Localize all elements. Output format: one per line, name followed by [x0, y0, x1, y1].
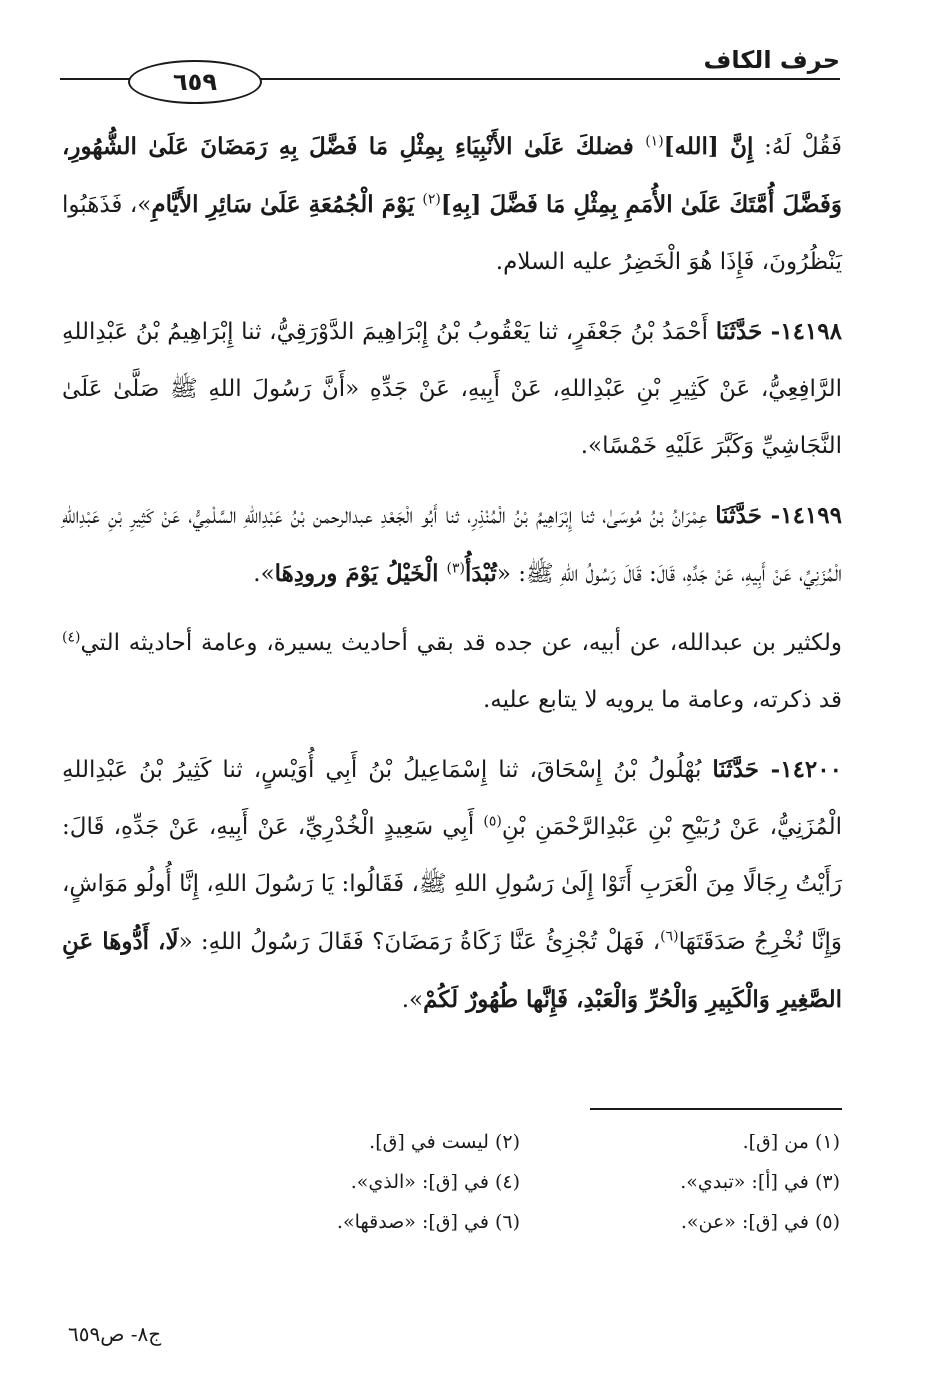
- footnote-text: ليست في [ق].: [369, 1131, 489, 1153]
- page-reference: ج٨- ص٦٥٩: [68, 1322, 162, 1346]
- footnote-number: (٦): [488, 1211, 520, 1233]
- footnote-marker: (٥): [483, 813, 502, 830]
- footnote-text: في [أ]: «تبدي».: [680, 1171, 809, 1193]
- footnote-marker: (٢): [422, 191, 441, 208]
- paragraph: [62, 741, 842, 1029]
- paragraph: [62, 615, 842, 729]
- text-segment: إِنَّ [الله]: [663, 133, 754, 160]
- paragraph: [62, 303, 842, 475]
- footnote-row: [200, 1122, 840, 1162]
- footnote-marker: (١): [645, 133, 664, 150]
- text-segment: الْخَيْلُ يَوْمَ ورودِهَا: [274, 560, 447, 587]
- footnote-number: (٣): [808, 1171, 840, 1193]
- footnote-number: (٥): [808, 1211, 840, 1233]
- text-segment: ، فَهَلْ تُجْزِئُ عَنَّا زَكَاةُ رَمَضَانَ؟ فَقَالَ رَسُولُ اللهِ: «: [178, 929, 661, 955]
- hadith-number: ١٤٢٠٠-: [759, 756, 842, 783]
- text-segment: فضلكَ عَلَىٰ الأَنْبِيَاءِ بِمِثْلِ مَا فَضَّلَ بِهِ رَمَضَانَ عَلَىٰ الشُّهُورِ، وَفَضَّلَ أُمَّتَكَ عَلَىٰ الأُمَمِ بِمِثْلِ مَا فَضَّلَ [بِهِ]: [62, 133, 843, 218]
- chapter-title: حرف الكاف: [703, 46, 840, 74]
- footnote-number: (١): [808, 1131, 840, 1153]
- footnote-marker: (٦): [660, 928, 679, 945]
- text-segment: حَدَّثَنَا: [715, 318, 763, 345]
- text-segment: ولكثير بن عبدالله، عن أبيه، عن جده قد بقي أحاديث يسيرة، وعامة أحاديثه التي: [80, 630, 842, 656]
- footnote-text: في [ق]: «الذي».: [350, 1171, 489, 1193]
- footnote: [200, 1122, 520, 1162]
- text-segment: تُبْدَأُ: [465, 560, 497, 587]
- text-segment: يَوْمَ الْجُمُعَةِ عَلَىٰ سَائِرِ الأَيَّامِ: [151, 191, 423, 218]
- footnote-marker: (٤): [62, 629, 81, 646]
- hadith-number: ١٤١٩٩-: [761, 502, 842, 529]
- footnote-row: [200, 1202, 840, 1242]
- text-segment: فَقُلْ لَهُ:: [753, 134, 842, 160]
- footnote-row: [200, 1162, 840, 1202]
- footnote: [520, 1162, 840, 1202]
- text-segment: ».: [253, 561, 275, 587]
- page-header: [60, 38, 840, 98]
- text-segment: أَحْمَدُ بْنُ جَعْفَرٍ، ثنا يَعْقُوبُ بْنُ إِبْرَاهِيمَ الدَّوْرَقِيُّ، ثنا إِبْرَاهِيمُ بْنُ عَبْدِاللهِ الرَّافِعِيُّ، عَنْ كَثِيرِ بْنِ عَبْدِاللهِ، عَنْ أَبِيهِ، عَنْ جَدِّهِ «أَنَّ رَسُولَ اللهِ ﷺ صَلَّىٰ عَلَىٰ النَّجَاشِيِّ وَكَبَّرَ عَلَيْهِ خَمْسًا».: [62, 319, 842, 459]
- footnote-rule: [590, 1108, 842, 1110]
- text-segment: لَا، أَدُّوهَا عَنِ الصَّغِيرِ وَالْكَبِيرِ وَالْحُرِّ وَالْعَبْدِ، فَإِنَّها طُهُورٌ لَكُمْ: [62, 928, 842, 1013]
- footnote: [520, 1122, 840, 1162]
- hadith-number: ١٤١٩٨-: [762, 318, 842, 345]
- footnote: [200, 1202, 520, 1242]
- footnote-text: من [ق].: [742, 1131, 809, 1153]
- footnote-marker: (٣): [446, 560, 465, 577]
- footnote: [520, 1202, 840, 1242]
- page-number: ٦٥٩: [128, 60, 262, 104]
- text-segment: »، فَذَهَبُوا يَنْظُرُونَ، فَإِذَا هُوَ الْخَضِرُ عليه السلام.: [62, 192, 842, 275]
- text-segment: ».: [401, 987, 424, 1013]
- footnote-number: (٤): [488, 1171, 520, 1193]
- text-segment: حَدَّثَنَا: [715, 502, 762, 529]
- text-segment: عِمْرَانُ بْنُ مُوسَىٰ، ثنا إِبْرَاهِيمُ بْنُ الْمُنْذِرِ، ثنا أَبُو الْجَعْدِ عبدالرحمن بْنُ عَبْدِاللهِ السَّلْمِيُّ، عَنْ كَثِيرِ بْنِ عَبْدِاللهِ الْمُزَنِيِّ، عَنْ أَبِيهِ، عَنْ جَدِّهِ، قَالَ: قَالَ رَسُولُ اللهِ ﷺ: «: [62, 503, 842, 587]
- paragraph: [62, 487, 842, 603]
- text-segment: حَدَّثَنَا: [712, 756, 759, 783]
- footnote-text: في [ق]: «عن».: [680, 1211, 809, 1233]
- text-segment: بُهْلُولُ بْنُ إِسْحَاقَ، ثنا إِسْمَاعِيلُ بْنُ أَبِي أُوَيْسٍ، ثنا كَثِيرُ بْنُ عَبْدِاللهِ الْمُزَنِيُّ، عَنْ رُبَيْحِ بْنِ عَبْدِالرَّحْمَنِ بْنِ: [62, 757, 842, 840]
- text-segment: أَبِي سَعِيدٍ الْخُدْرِيِّ، عَنْ أَبِيهِ، عَنْ جَدِّهِ، قَالَ: رَأَيْتُ رِجَالًا مِنَ الْعَرَبِ أَتَوْا إِلَىٰ رَسُولِ اللهِ ﷺ، فَقَالُوا: يَا رَسُولَ اللهِ، إِنَّا أُولُو مَوَاشٍ، وَإِنَّا نُخْرِجُ صَدَقَتَهَا: [62, 814, 843, 955]
- body-text: [62, 118, 842, 1041]
- footnote-number: (٢): [488, 1131, 520, 1153]
- footnote-text: في [ق]: «صدقها».: [336, 1211, 489, 1233]
- footnotes: [200, 1122, 840, 1242]
- text-segment: قد ذكرته، وعامة ما يرويه لا يتابع عليه.: [482, 687, 842, 713]
- paragraph: [62, 118, 842, 291]
- footnote: [200, 1162, 520, 1202]
